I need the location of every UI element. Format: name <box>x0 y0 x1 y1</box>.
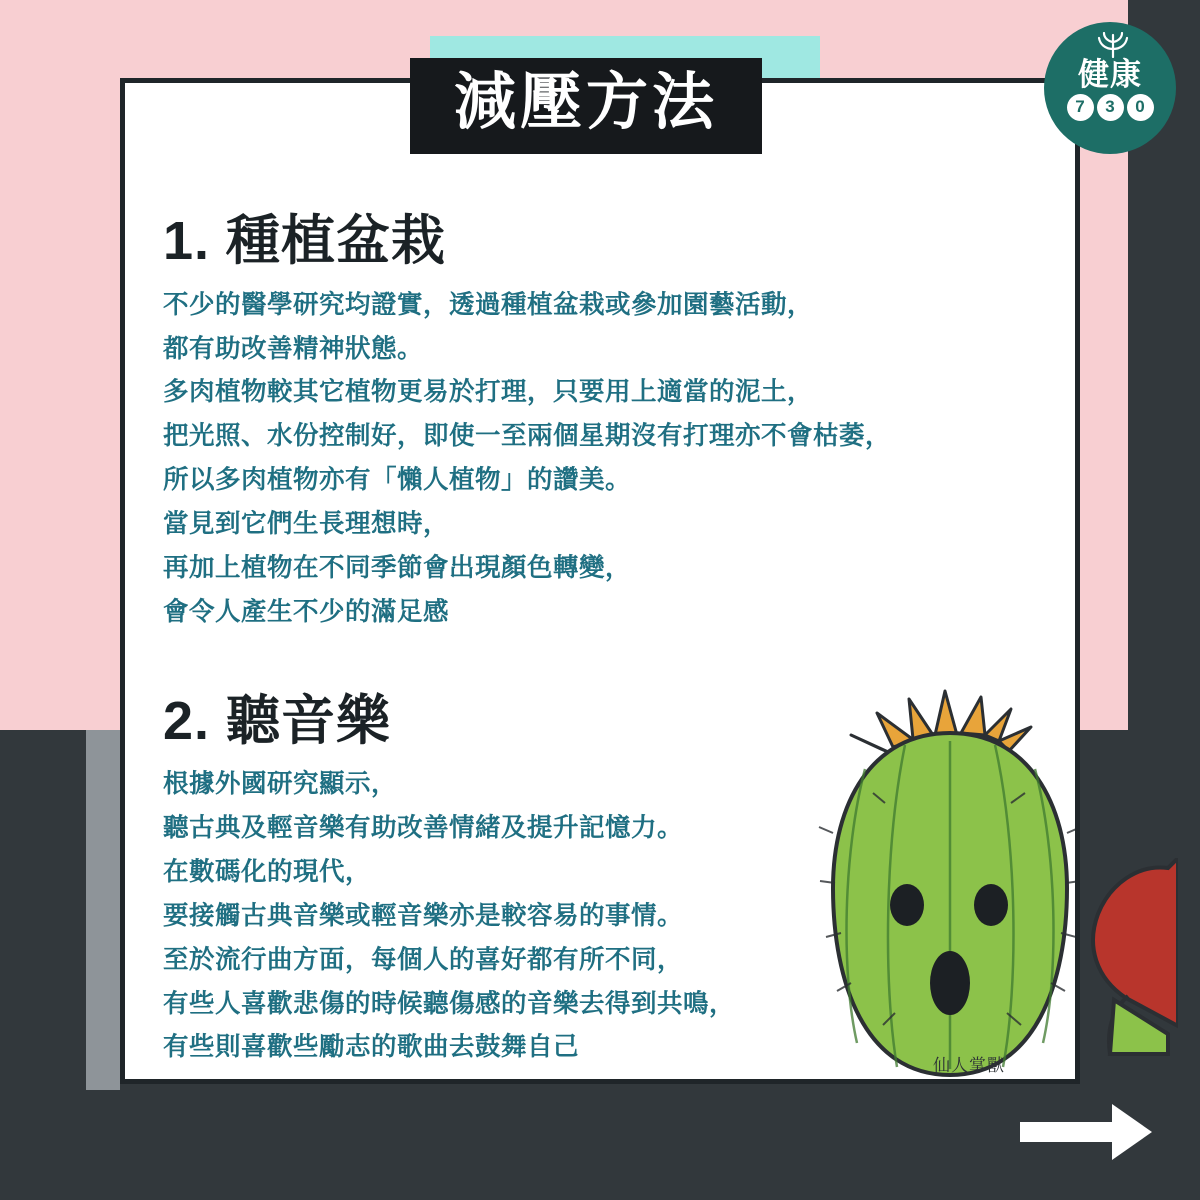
section-2-line: 聽古典及輕音樂有助改善情緒及提升記憶力。 <box>163 814 684 843</box>
background-grey-strip <box>86 730 120 1090</box>
page-title-text: 減壓方法 <box>454 68 719 137</box>
section-2-line: 有些則喜歡些勵志的歌曲去鼓舞自己 <box>163 1033 580 1062</box>
section-2-line: 有些人喜歡悲傷的時候聽傷感的音樂去得到共鳴， <box>163 989 736 1018</box>
illustration-caption: 仙人掌獸 <box>933 1056 1005 1075</box>
brand-digit: 0 <box>1127 94 1154 121</box>
brand-name: 健康 <box>1078 57 1142 92</box>
section-1-line: 會令人產生不少的滿足感 <box>163 597 450 626</box>
leaf-icon <box>1093 32 1127 58</box>
page-title <box>410 58 762 154</box>
section-1-line: 當見到它們生長理想時， <box>163 509 450 538</box>
section-1-line: 不少的醫學研究均證實，透過種植盆栽或參加園藝活動， <box>163 290 814 319</box>
section-2-line: 在數碼化的現代， <box>163 857 372 886</box>
section-1-line: 都有助改善精神狀態。 <box>163 334 424 363</box>
next-arrow-button[interactable] <box>1020 1100 1152 1164</box>
section-1-heading: 1. 種植盆栽 <box>163 211 447 271</box>
section-2-line: 根據外國研究顯示， <box>163 770 398 799</box>
brand-digit: 7 <box>1067 94 1094 121</box>
brand-logo <box>1044 22 1176 154</box>
red-arm-icon <box>1018 858 1178 1058</box>
section-1-line: 所以多肉植物亦有「懶人植物」的讚美。 <box>163 466 632 495</box>
section-1-line: 再加上植物在不同季節會出現顏色轉變， <box>163 553 632 582</box>
section-1-line: 把光照、水份控制好，即使一至兩個星期沒有打理亦不會枯萎， <box>163 422 892 451</box>
arrow-right-icon[interactable] <box>1020 1100 1152 1164</box>
section-2-line: 至於流行曲方面，每個人的喜好都有所不同， <box>163 945 684 974</box>
brand-digit: 3 <box>1097 94 1124 121</box>
section-2-heading: 2. 聽音樂 <box>163 690 392 751</box>
brand-digits <box>1067 94 1154 121</box>
content-card <box>120 78 1080 1084</box>
section-1-line: 多肉植物較其它植物更易於打理，只要用上適當的泥土， <box>163 378 814 407</box>
section-2-line: 要接觸古典音樂或輕音樂亦是較容易的事情。 <box>163 901 684 930</box>
section-1-paragraph <box>163 284 1045 635</box>
